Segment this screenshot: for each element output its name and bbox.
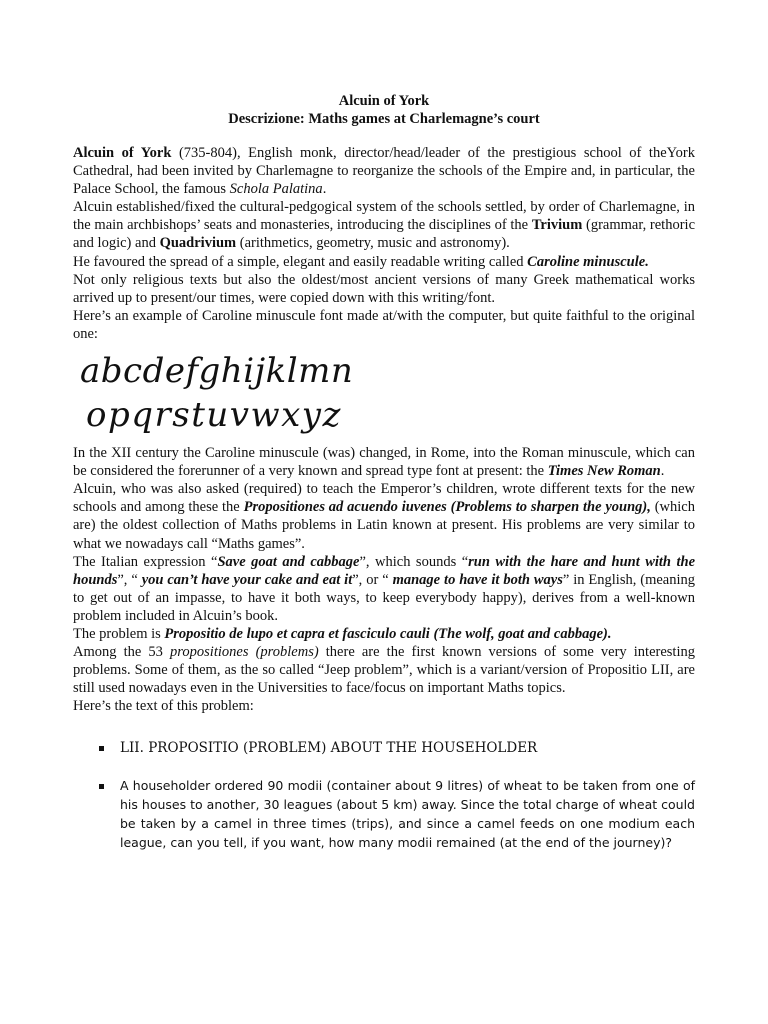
square-bullet-icon <box>99 746 104 751</box>
square-bullet-icon <box>99 784 104 789</box>
paragraph-problem: The problem is Propositio de lupo et capra et fasciculo cauli (The wolf, goat and cabbage). <box>73 625 612 642</box>
document-subtitle: Descrizione: Maths games at Charlemagne’s court <box>228 111 540 127</box>
document-body <box>73 144 695 853</box>
times-new-roman-term: Times New Roman <box>547 463 661 480</box>
paragraph-example: Here’s an example of Caroline minuscule font made at/with the computer, but quite faithful to the original one: <box>73 307 695 342</box>
list-item-title: LII. PROPOSITIO (PROBLEM) ABOUT THE HOUSEHOLDER <box>73 739 695 757</box>
paragraph-texts: Not only religious texts but also the oldest/most ancient versions of many Greek mathematical works arrived up to present/our times, were copied down with this writing/font. <box>73 271 695 306</box>
trivium-term: Trivium <box>531 217 583 234</box>
paragraph-roman-minuscule: In the XII century the Caroline minuscule (was) changed, in Rome, into the Roman minuscule, which can be considered the forerunner of a very known and spread type font at present: the Times New Roman. <box>73 445 695 480</box>
caroline-font-sample <box>73 349 695 444</box>
document-title: Alcuin of York <box>338 93 430 109</box>
paragraph-intro: Alcuin of York (735-804), English monk, director/head/leader of the prestigious school of theYork Cathedral, had been invited by Charlemagne to reorganize the schools of the Empire and, in particular, the Palace School, the famous Schola Palatina. <box>73 145 695 198</box>
propositiones-title: Propositiones ad acuendo iuvenes (Problems to sharpen the young), <box>243 499 651 516</box>
font-sample-row-2: opqrstuvwxyz <box>86 395 342 436</box>
paragraph-propositiones: Alcuin, who was also asked (required) to teach the Emperor’s children, wrote different texts for the new schools and among these the Propositiones ad acuendo iuvenes (Problems to sharpen the young), (which are) the oldest collection of Maths problems in Latin known at present. His problems are very similar to what we nowadays call “Maths games”. <box>73 481 695 552</box>
paragraph-system: Alcuin established/fixed the cultural-pedgogical system of the schools settled, by order of Charlemagne, in the main archbishops’ seats and monasteries, introducing the disciplines of the Trivium (grammar, rethoric and logic) and Quadrivium (arithmetics, geometry, music and astronomy). <box>73 199 696 252</box>
paragraph-53-problems: Among the 53 propositiones (problems) there are the first known versions of some very interesting problems. Some of them, as the so called “Jeep problem”, which is a variant/version of Propositio LII, are still used nowadays even in the Universities to face/focus on important Maths topics. <box>73 644 695 697</box>
list-item-problem: A householder ordered 90 modii (container about 9 litres) of wheat to be taken from one of his houses to another, 30 leagues (about 5 km) away. Since the total charge of wheat could be taken by a camel in three times (trips), and since a camel feeds on one modium each league, can you tell, if you want, how many modii remained (at the end of the journey)? <box>73 777 695 852</box>
paragraph-text-intro: Here’s the text of this problem: <box>73 698 254 715</box>
alcuin-name: Alcuin of York <box>73 145 172 161</box>
problem-title: Propositio de lupo et capra et fasciculo cauli (The wolf, goat and cabbage). <box>164 625 612 642</box>
problem-list <box>73 739 695 852</box>
document-header <box>0 92 768 128</box>
caroline-minuscule-term: Caroline minuscule. <box>527 253 649 270</box>
paragraph-caroline: He favoured the spread of a simple, elegant and easily readable writing called Caroline minuscule. <box>73 253 649 270</box>
font-sample-row-1: abcdefghijklmn <box>80 351 354 392</box>
paragraph-expression: The Italian expression “Save goat and cabbage”, which sounds “run with the hare and hunt with the hounds”, “ you can’t have your cake and eat it”, or “ manage to have it both ways” in English, (meaning to get out of an impasse, to have it both ways, to keep everybody happy), derives from a well-known problem included in Alcuin’s book. <box>73 553 696 624</box>
quadrivium-term: Quadrivium <box>159 235 237 252</box>
schola-palatina-term: Schola Palatina <box>229 181 323 198</box>
